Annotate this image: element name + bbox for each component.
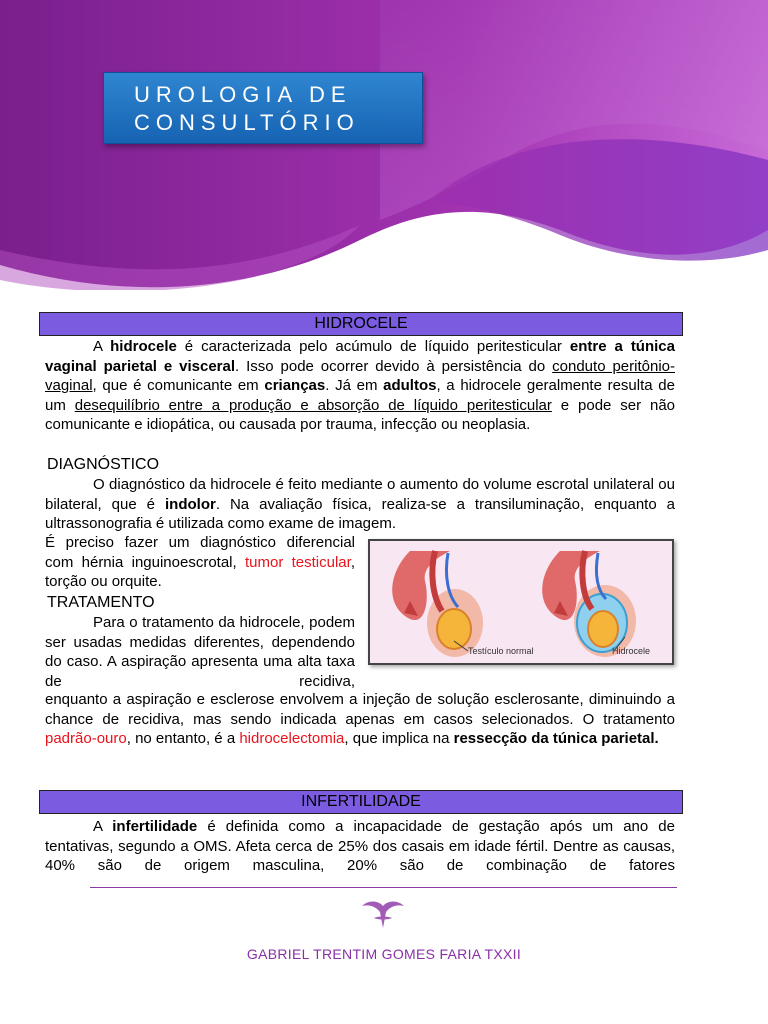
label-hidrocele: Hidrocele [612,646,651,656]
infertilidade-paragraph: A infertilidade é definida como a incapacidade de gestação após um ano de tentativas, segundo a OMS. Afeta cerca de 25% dos casais em idade fértil. Dentre as causas, 40% são de origem masculina, 20% são de combinação de fatores [45,818,675,875]
label-testiculo-normal: Testículo normal [468,646,534,656]
fleur-ornament-icon [360,898,406,934]
title-line-1: UROLOGIA DE [134,82,352,107]
tratamento-paragraph-end: enquanto a aspiração e esclerose envolvem a injeção de solução esclerosante, diminuindo a chance de recidiva, mas sendo indicada apenas em casos selecionados. O tratamento padrão-ouro, no entanto, é a hidrocelectomia, que implica na ressecção da túnica parietal. [45,691,675,748]
subheading-diagnostico: DIAGNÓSTICO [47,456,160,473]
document-title-box [103,72,423,144]
hidrocele-intro-paragraph: A hidrocele é caracterizada pelo acúmulo de líquido peritesticular entre a túnica vaginal parietal e visceral. Isso pode ocorrer devido à persistência do conduto peritônio-vaginal, que é comunicante em crianças. Já em adultos, a hidrocele geralmente resulta de um desequilíbrio entre a produção e absorção de líquido peritesticular e pode ser não comunicante e idiopática, ou causada por trauma, infecção ou neoplasia. [45,338,676,434]
footer-divider [90,887,677,888]
diagnostico-paragraph: O diagnóstico da hidrocele é feito mediante o aumento do volume escrotal unilateral ou bilateral, que é indolor. Na avaliação física, realiza-se a transiluminação, enquanto a ultrassonografia é utilizada como exame de imagem. [45,476,675,533]
testicle-comparison-diagram [370,541,672,663]
section-heading-hidrocele: HIDROCELE [39,312,683,336]
section-heading-infertilidade: INFERTILIDADE [39,790,683,814]
hidrocele-illustration [368,539,674,665]
footer-author-name: GABRIEL TRENTIM GOMES FARIA TXXII [246,946,522,962]
diagnostico-diferencial-paragraph: É preciso fazer um diagnóstico diferencial com hérnia inguinoescrotal, tumor testicular, torção ou orquite. [45,534,355,591]
title-line-2: CONSULTÓRIO [134,110,360,135]
tratamento-paragraph-start: Para o tratamento da hidrocele, podem ser usadas medidas diferentes, dependendo do caso. A aspiração apresenta uma alta taxa de recidiva, [45,614,355,690]
header-wave-background [0,0,768,290]
subheading-tratamento: TRATAMENTO [47,594,155,611]
